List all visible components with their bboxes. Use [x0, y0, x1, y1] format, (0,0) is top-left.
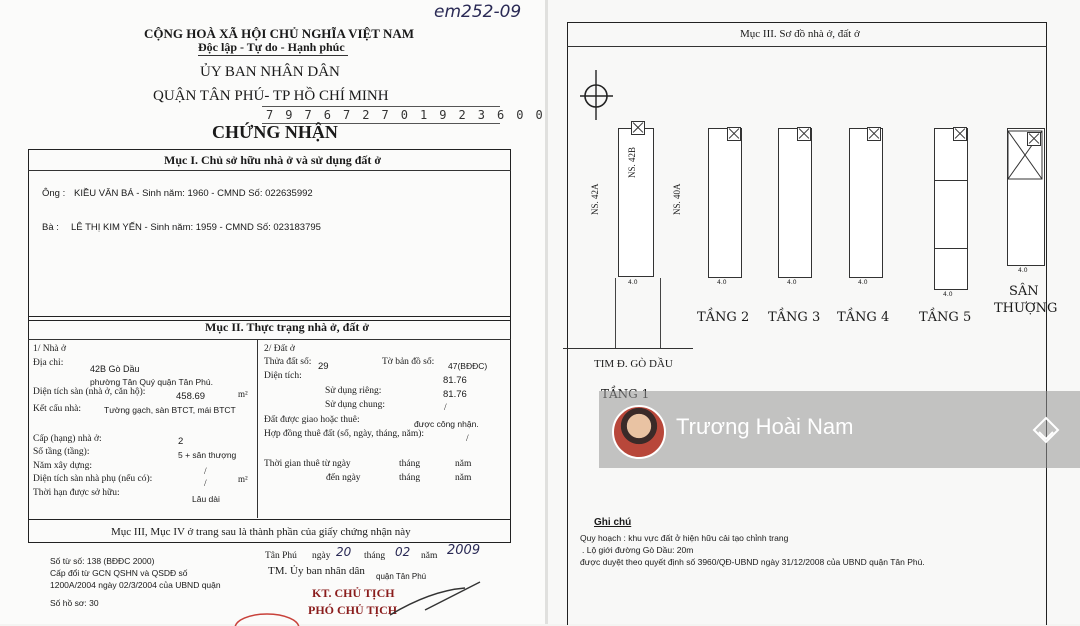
floor5-division-1: [934, 180, 968, 181]
floor3-label: TẦNG 3: [768, 310, 821, 325]
floor5-stair-icon: [953, 127, 967, 141]
north-arrow-icon: [577, 68, 617, 122]
diagram-header: Mục III. Sơ đồ nhà ở, đất ở: [740, 28, 860, 40]
note-line-1: Quy hoạch : khu vực đất ở hiện hữu cải tạo chỉnh trang: [580, 533, 789, 543]
section1-header: Mục I. Chủ sở hữu nhà ở và sử dụng đất ở: [164, 153, 382, 167]
floor4-label: TẦNG 4: [837, 310, 890, 325]
date-place: Tân Phú: [265, 551, 297, 561]
note-line-2: . Lộ giới đường Gò Dầu: 20m: [582, 545, 694, 555]
diagram-header-line: [567, 46, 1047, 47]
floor2-stair-icon: [727, 127, 741, 141]
date-year-label: năm: [421, 551, 438, 561]
motto-underline: [198, 55, 348, 56]
lease-time-label: Thời gian thuê từ ngày: [264, 459, 351, 469]
committee-heading: ỦY BAN NHÂN DÂN: [200, 64, 340, 80]
aux-area-value: /: [204, 479, 207, 489]
date-year: 2009: [447, 543, 481, 558]
reg-number: Số từ số: 138 (BĐĐC 2000): [50, 556, 155, 566]
term-value: Lâu dài: [192, 494, 220, 504]
allocated-value: được công nhận.: [414, 419, 479, 429]
floor3-width: 4.0: [787, 279, 797, 286]
address-line2: phường Tân Quý quận Tân Phú.: [90, 377, 213, 387]
street-label: TIM Đ. GÒ DẦU: [594, 358, 673, 370]
aux-area-label: Diện tích sàn nhà phụ (nếu có):: [33, 474, 153, 484]
year-value: /: [204, 467, 207, 477]
signature-stroke: [385, 580, 505, 620]
roof-stair-icon: [1027, 132, 1041, 146]
roof-label-1: SÂN: [1009, 284, 1039, 299]
year-label: Năm xây dựng:: [33, 461, 92, 471]
lease-from-month: tháng: [399, 459, 421, 469]
owner2-prefix: Bà :: [42, 222, 59, 233]
watermark-name: Trương Hoài Nam: [676, 414, 854, 439]
handwritten-code: em252-09: [434, 2, 522, 22]
footer-note: Mục III, Mục IV ở trang sau là thành phần của giấy chứng nhận này: [111, 526, 411, 538]
private-use-value: 81.76: [443, 389, 467, 400]
setback-line-left: [615, 278, 616, 348]
note-line-3: được duyệt theo quyết định số 3960/QĐ-UBND ngày 31/12/2008 của UBND quận Tân Phú.: [580, 557, 925, 567]
house-heading: 1/ Nhà ở: [33, 344, 66, 354]
address-line1: 42B Gò Dầu: [90, 364, 140, 374]
lot-label: NS. 42B: [627, 146, 637, 178]
floor2-plan: [708, 128, 742, 278]
red-stamp-icon: [232, 606, 302, 626]
floors-value: 5 + sân thượng: [178, 450, 237, 460]
page-fold: [545, 0, 548, 624]
lease-label: Hợp đồng thuê đất (số, ngày, tháng, năm):: [264, 429, 425, 439]
floors-label: Số tầng (tầng):: [33, 447, 90, 457]
signer-title-1: KT. CHỦ TỊCH: [312, 586, 395, 600]
private-use-label: Sử dụng riêng:: [325, 386, 382, 396]
floor2-width: 4.0: [717, 279, 727, 286]
section2-header-line: [28, 339, 511, 340]
parcel-value: 29: [318, 361, 329, 372]
date-month-label: tháng: [364, 551, 386, 561]
setback-line-right: [660, 278, 661, 348]
grade-label: Cấp (hạng) nhà ở:: [33, 434, 102, 444]
section1-header-line: [28, 170, 511, 171]
section1-box: [28, 149, 511, 321]
motto: Độc lập - Tự do - Hạnh phúc: [198, 40, 345, 54]
signer-title-2: PHÓ CHỦ TỊCH: [308, 603, 398, 617]
nation-heading: CỘNG HOÀ XÃ HỘI CHỦ NGHĨA VIỆT NAM: [144, 26, 415, 41]
allocated-label: Đất được giao hoặc thuê:: [264, 415, 360, 425]
map-value: 47(BĐĐC): [448, 361, 488, 371]
section2-header: Mục II. Thực trạng nhà ở, đất ở: [205, 320, 369, 334]
layers-diamond-icon: [1031, 415, 1061, 445]
floor3-plan: [778, 128, 812, 278]
structure-label: Kết cấu nhà:: [33, 404, 82, 414]
lease-value: /: [466, 434, 469, 444]
floor-area-unit: m²: [238, 389, 248, 399]
shared-use-value: /: [444, 403, 447, 413]
grade-value: 2: [178, 436, 184, 447]
owner1-prefix: Ông :: [42, 188, 66, 199]
owner1-info: KIỀU VĂN BÁ - Sinh năm: 1960 - CMND Số: 022635992: [74, 188, 313, 199]
street-line: [563, 348, 693, 349]
floor4-stair-icon: [867, 127, 881, 141]
floor5-width: 4.0: [943, 291, 953, 298]
neighbor-right-label: NS. 40A: [672, 183, 682, 215]
date-day-label: ngày: [312, 551, 331, 561]
section2-divider: [257, 339, 258, 518]
serial-number: 7 9 7 6 7 2 7 0 1 9 2 3 6 0 0: [266, 108, 546, 122]
until-label: đến ngày: [326, 473, 361, 483]
date-month: 02: [395, 545, 411, 559]
owner2-info: LÊ THỊ KIM YẾN - Sinh năm: 1959 - CMND Số: 023183795: [71, 222, 321, 233]
roof-width: 4.0: [1018, 267, 1028, 274]
on-behalf: TM. Ủy ban nhân dân: [268, 565, 365, 577]
floor-area-label: Diện tích sàn (nhà ở, căn hộ):: [33, 387, 146, 397]
exchange-line1: Cấp đổi từ GCN QSHN và QSDĐ số: [50, 568, 188, 578]
address-label: Địa chỉ:: [33, 358, 64, 368]
parcel-label: Thửa đất số:: [264, 357, 312, 367]
until-year: năm: [455, 473, 472, 483]
land-area-value: 81.76: [443, 375, 467, 386]
floor4-width: 4.0: [858, 279, 868, 286]
roof-label-2: THƯỢNG: [994, 301, 1058, 316]
on-behalf-district: quận Tân Phú: [376, 572, 427, 581]
floor5-division-2: [934, 248, 968, 249]
floor1-stair-icon: [631, 121, 645, 135]
notes-title: Ghi chú: [594, 517, 632, 528]
land-heading: 2/ Đất ở: [264, 344, 295, 354]
until-month: tháng: [399, 473, 421, 483]
floor1-width: 4.0: [628, 279, 638, 286]
floor5-plan: [934, 128, 968, 290]
structure-value: Tường gạch, sàn BTCT, mái BTCT: [104, 405, 236, 415]
certificate-title: CHỨNG NHẬN: [212, 122, 338, 142]
lease-from-year: năm: [455, 459, 472, 469]
floor5-label: TẦNG 5: [919, 310, 972, 325]
floor-area-value: 458.69: [176, 391, 206, 402]
neighbor-left-label: NS. 42A: [590, 183, 600, 215]
land-area-label: Diện tích:: [264, 371, 302, 381]
term-label: Thời hạn được sở hữu:: [33, 488, 120, 498]
floor3-stair-icon: [797, 127, 811, 141]
district-heading: QUẬN TÂN PHÚ- TP HỒ CHÍ MINH: [153, 88, 389, 104]
file-number: Số hồ sơ: 30: [50, 598, 99, 608]
floor2-label: TẦNG 2: [697, 310, 750, 325]
watermark-avatar: [612, 405, 666, 459]
aux-area-unit: m²: [238, 474, 248, 484]
floor4-plan: [849, 128, 883, 278]
map-label: Tờ bản đồ số:: [382, 357, 435, 367]
date-day: 20: [336, 545, 352, 559]
exchange-line2: 1200A/2004 ngày 02/3/2004 của UBND quận: [50, 580, 221, 590]
shared-use-label: Sử dụng chung:: [325, 400, 386, 410]
